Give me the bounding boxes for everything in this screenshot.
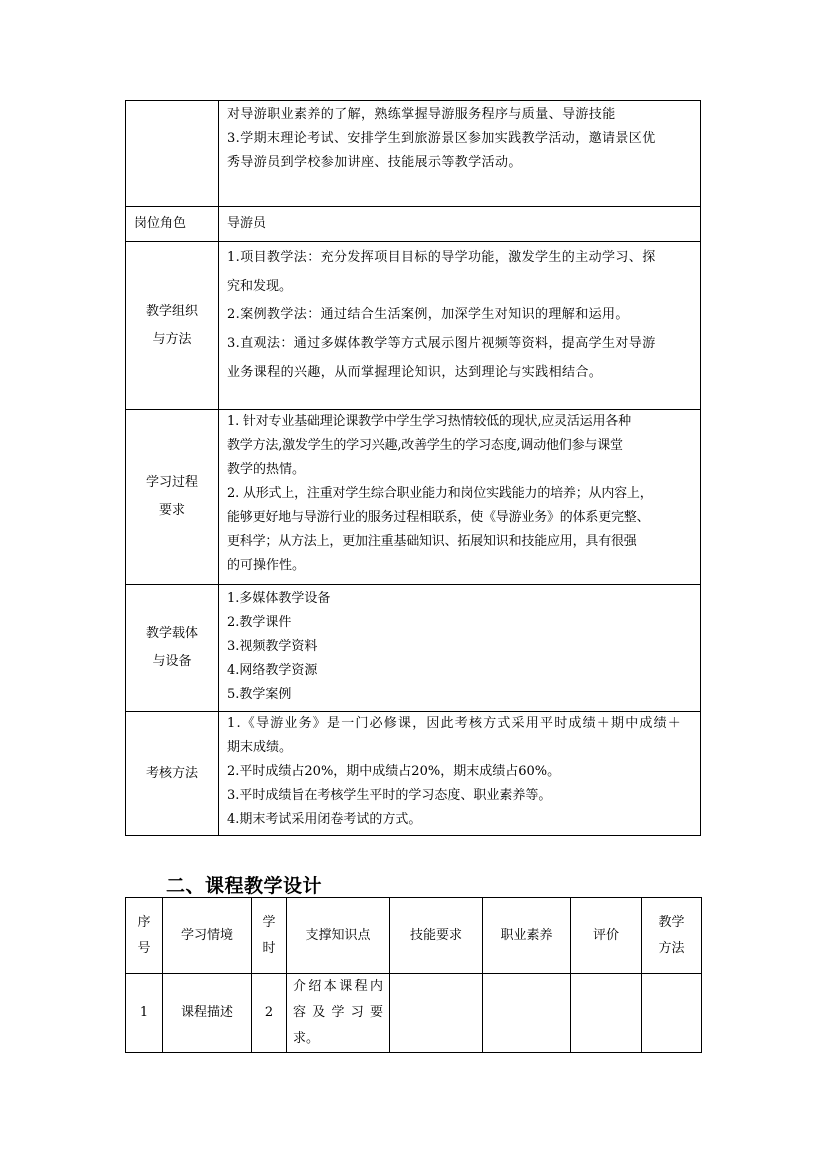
content-line: 2.案例教学法：通过结合生活案例，加深学生对知识的理解和运用。	[227, 307, 629, 322]
content-line: 期末成绩。	[227, 740, 293, 755]
info-content-cell	[219, 101, 701, 207]
header-no	[126, 898, 163, 974]
content-line: 更科学；从方法上，更加注重基础知识、拓展知识和技能应用，具有很强	[227, 534, 637, 549]
header-skills	[390, 898, 483, 974]
content-line: 1.项目教学法：充分发挥项目目标的导学功能，激发学生的主动学习、探	[227, 250, 656, 265]
info-row-learning-requirements	[126, 410, 701, 585]
info-content-cell	[219, 207, 701, 242]
content-line: 的可操作性。	[227, 558, 306, 573]
content-line: 1.《导游业务》是一门必修课，因此考核方式采用平时成绩＋期中成绩＋	[227, 716, 683, 731]
row-label: 教学组织	[145, 303, 198, 319]
cell-knowledge: 介绍本课程内容及学习要求。	[287, 974, 390, 1053]
info-content-cell	[219, 242, 701, 410]
content-line: 教学方法,激发学生的学习兴趣,改善学生的学习态度,调动他们参与课堂	[227, 438, 623, 453]
header-text: 评价	[592, 927, 619, 943]
course-info-table	[125, 100, 701, 836]
content-line: 1. 针对专业基础理论课教学中学生学习热情较低的现状,应灵活运用各种	[227, 414, 631, 429]
row-label: 教学载体	[145, 626, 198, 641]
content-line: 2.教学课件	[227, 615, 292, 630]
header-text: 职业素养	[500, 927, 553, 943]
header-text: 号	[137, 940, 151, 956]
header-literacy	[483, 898, 571, 974]
content-line: 3.学期末理论考试、安排学生到旅游景区参加实践教学活动，邀请景区优	[227, 131, 656, 146]
info-row-continuation	[126, 101, 701, 207]
content-line: 4.期末考试采用闭卷考试的方式。	[227, 812, 422, 827]
content-line: 3.平时成绩旨在考核学生平时的学习态度、职业素养等。	[227, 788, 552, 803]
header-knowledge	[287, 898, 390, 974]
content-line: 4.网络教学资源	[227, 663, 318, 678]
header-method	[642, 898, 702, 974]
info-content-cell	[219, 410, 701, 585]
table-row	[126, 974, 702, 1053]
info-row-assessment	[126, 712, 701, 836]
info-label-cell	[126, 712, 219, 836]
content-line: 秀导游员到学校参加讲座、技能展示等教学活动。	[227, 155, 522, 170]
header-evaluation	[571, 898, 642, 974]
cell-skills	[390, 974, 483, 1053]
row-label: 与方法	[152, 331, 192, 347]
row-label: 与设备	[152, 654, 192, 669]
content-line: 导游员	[227, 216, 267, 231]
content-line: 2.平时成绩占20%，期中成绩占20%，期末成绩占60%。	[227, 764, 561, 779]
cell-no: 1	[126, 974, 163, 1053]
info-row-job-role	[126, 207, 701, 242]
header-text: 支撑知识点	[305, 927, 371, 943]
content-line: 究和发现。	[227, 279, 293, 294]
header-text: 学习情境	[180, 927, 233, 943]
row-label: 考核方法	[145, 765, 198, 781]
content-line: 能够更好地与导游行业的服务过程相联系，使《导游业务》的体系更完整、	[227, 510, 650, 525]
header-text: 方法	[658, 940, 685, 956]
info-row-teaching-methods	[126, 242, 701, 410]
info-content-cell	[219, 712, 701, 836]
design-header-row	[126, 898, 702, 974]
cell-situation: 课程描述	[163, 974, 252, 1053]
course-design-table	[125, 897, 702, 1053]
content-line: 3.视频教学资料	[227, 639, 318, 654]
section-heading: 二、课程教学设计	[166, 875, 323, 897]
cell-literacy	[483, 974, 571, 1053]
content-line: 3.直观法：通过多媒体教学等方式展示图片视频等资料，提高学生对导游	[227, 336, 656, 351]
header-hours	[252, 898, 287, 974]
cell-hours: 2	[252, 974, 287, 1053]
row-label: 要求	[158, 503, 185, 518]
row-label: 岗位角色	[134, 216, 187, 231]
info-label-cell	[126, 410, 219, 585]
header-text: 学	[262, 914, 276, 930]
info-label-cell	[126, 101, 219, 207]
header-text: 时	[262, 940, 276, 956]
info-label-cell	[126, 242, 219, 410]
content-line: 1.多媒体教学设备	[227, 591, 331, 606]
content-line: 5.教学案例	[227, 687, 292, 702]
content-line: 对导游职业素养的了解，熟练掌握导游服务程序与质量、导游技能	[227, 107, 616, 122]
row-label: 学习过程	[145, 475, 198, 490]
cell-evaluation	[571, 974, 642, 1053]
info-row-equipment	[126, 585, 701, 712]
info-content-cell	[219, 585, 701, 712]
header-text: 教学	[658, 914, 685, 930]
header-text: 技能要求	[409, 927, 462, 943]
info-label-cell	[126, 585, 219, 712]
cell-method	[642, 974, 702, 1053]
info-label-cell	[126, 207, 219, 242]
content-line: 教学的热情。	[227, 462, 306, 477]
header-situation	[163, 898, 252, 974]
content-line: 2. 从形式上，注重对学生综合职业能力和岗位实践能力的培养；从内容上，	[227, 486, 653, 501]
header-text: 序	[137, 914, 151, 930]
content-line: 业务课程的兴趣，从而掌握理论知识，达到理论与实践相结合。	[227, 365, 603, 380]
